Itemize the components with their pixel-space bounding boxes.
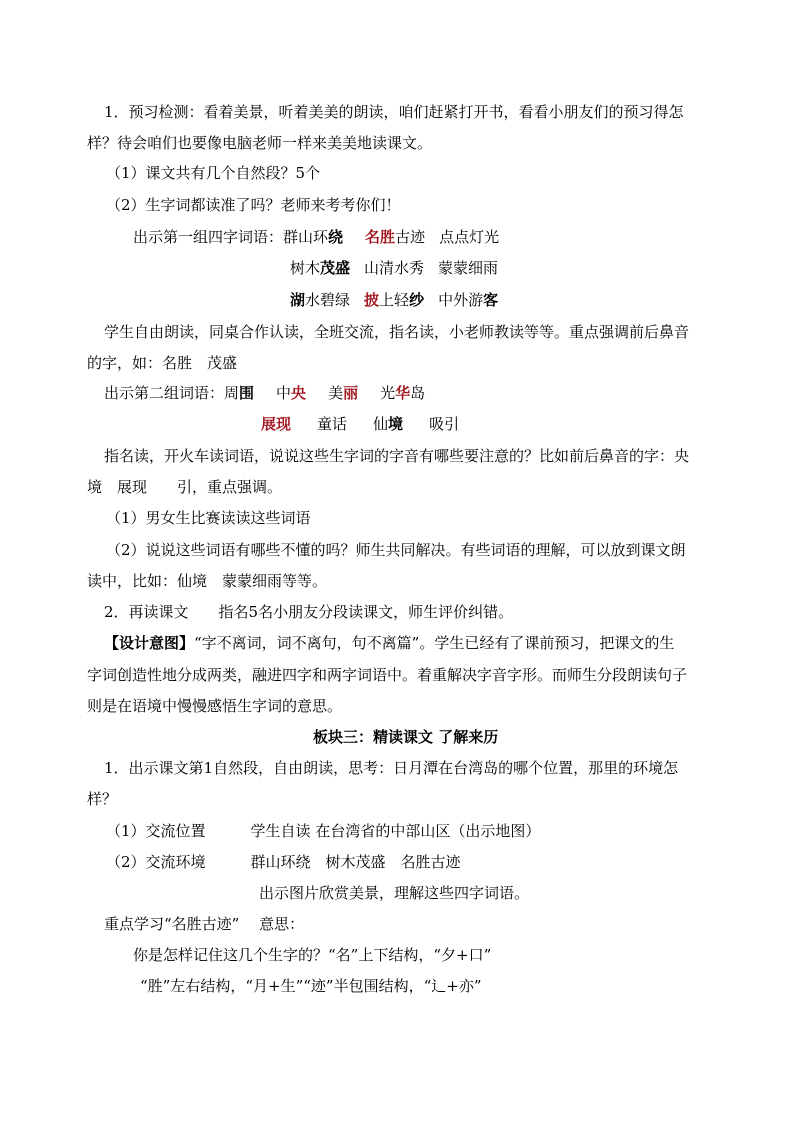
- word-zhongyang-a: 中: [276, 384, 292, 402]
- word-qunshanhuanrao-a: 群山环: [283, 228, 329, 246]
- word-hushuibilu-a: 湖: [290, 291, 306, 309]
- design-intent-line3: 则是在语境中慢慢感悟生字词的意思。: [87, 697, 343, 715]
- task-show-pictures: 出示图片欣赏美景，理解这些四字词语。: [259, 884, 530, 902]
- word-mengmengxiyu: 蒙蒙细雨: [438, 259, 499, 277]
- paragraph-reading-practice-line2: 的字，如：名胜 茂盛: [87, 354, 238, 372]
- paragraph-memory-method: 你是怎样记住这几个生字的？“名”上下结构，“夕+口”: [133, 946, 492, 964]
- paragraph-show-first-section-line2: 样？: [87, 790, 118, 808]
- word-zhongwaiyouke-b: 客: [483, 291, 499, 309]
- word-zhongyang-b: 央: [291, 384, 307, 402]
- question-vocabulary-check: （2）生字词都读准了吗？老师来考考你们！: [106, 196, 401, 214]
- word-tonghua: 童话: [317, 415, 348, 433]
- word-group-2-intro: 出示第二组词语：周: [104, 384, 240, 402]
- word-zhongwaiyouke-a: 中外游: [438, 291, 484, 309]
- word-guanghuadao-b: 华: [395, 384, 411, 402]
- step-discuss-words-line1: （2）说说这些词语有哪些不懂的吗？师生共同解决。有些词语的理解，可以放到课文朗: [106, 541, 686, 559]
- task-discuss-location: （1）交流位置 学生自读 在台湾省的中部山区（出示地图）: [106, 822, 541, 840]
- word-pishangqingsha-c: 纱: [409, 291, 425, 309]
- paragraph-key-study: 重点学习“名胜古迹” 意思：: [104, 915, 305, 933]
- word-qunshanhuanrao-b: 绕: [328, 228, 344, 246]
- word-shanqingshuixiu: 山清水秀: [364, 259, 425, 277]
- word-group-2-row1: [104, 383, 425, 403]
- word-meili-a: 美: [328, 384, 344, 402]
- word-hushuibilu-b: 水碧绿: [305, 291, 351, 309]
- word-pishangqingsha-b: 上轻: [379, 291, 410, 309]
- paragraph-preview-check-line2: 样？待会咱们也要像电脑老师一样来美美地读课文。: [87, 134, 433, 152]
- word-guanghuadao-c: 岛: [410, 384, 426, 402]
- word-xianjing-b: 境: [388, 415, 404, 433]
- question-paragraph-count: （1）课文共有几个自然段？5个: [106, 164, 321, 182]
- word-group-1-row1: [133, 227, 499, 247]
- paragraph-reread-text: 2．再读课文 指名5名小朋友分段读课文，师生评价纠错。: [104, 603, 514, 621]
- word-xianjing-a: 仙: [373, 415, 389, 433]
- design-intent-label: 【设计意图】: [104, 634, 195, 652]
- paragraph-reading-practice-line1: 学生自由朗读，同桌合作认读，全班交流，指名读，小老师教读等等。重点强调前后鼻音: [104, 323, 690, 341]
- word-shumu-a: 树木: [290, 259, 321, 277]
- word-diandiandengguang: 点点灯光: [439, 228, 500, 246]
- word-zhouwei-b: 围: [239, 384, 255, 402]
- word-mingsheng-b: 古迹: [395, 228, 426, 246]
- word-xiyin: 吸引: [429, 415, 460, 433]
- word-zhanxian: 展现: [261, 415, 292, 433]
- paragraph-character-structure: “胜”左右结构，“月+生”“迹”半包围结构，“辶+亦”: [140, 977, 482, 995]
- design-intent-text: “字不离词，词不离句，句不离篇”。学生已经有了课前预习，把课文的生: [194, 634, 675, 652]
- word-group-1-intro: 出示第一组四字词语：: [133, 228, 284, 246]
- task-discuss-environment: （2）交流环境 群山环绕 树木茂盛 名胜古迹: [106, 853, 461, 871]
- word-group-2-row2: [261, 414, 459, 434]
- word-meili-b: 丽: [343, 384, 359, 402]
- word-group-1-row3: [290, 290, 498, 310]
- section-title-block-three: 板块三：精读课文 了解来历: [313, 728, 499, 746]
- paragraph-train-reading-line2: 境 展现 引，重点强调。: [87, 478, 283, 496]
- paragraph-preview-check-line1: 1．预习检测：看着美景，听着美美的朗读，咱们赶紧打开书，看看小朋友们的预习得怎: [104, 103, 684, 121]
- step-discuss-words-line2: 读中，比如：仙境 蒙蒙细雨等等。: [87, 572, 328, 590]
- word-mingsheng-a: 名胜: [365, 228, 396, 246]
- paragraph-train-reading-line1: 指名读，开火车读词语，说说这些生字词的字音有哪些要注意的？比如前后鼻音的字：央: [104, 447, 690, 465]
- word-group-1-row2: [290, 258, 498, 278]
- design-intent-line1: [104, 633, 674, 653]
- word-shumu-b: 茂盛: [320, 259, 351, 277]
- design-intent-line2: 字词创造性地分成两类，融进四字和两字词语中。着重解决字音字形。而师生分段朗读句子: [87, 666, 688, 684]
- word-pishangqingsha-a: 披: [364, 291, 380, 309]
- paragraph-show-first-section-line1: 1．出示课文第1自然段，自由朗读，思考：日月潭在台湾岛的哪个位置，那里的环境怎: [104, 759, 679, 777]
- word-guanghuadao-a: 光: [380, 384, 396, 402]
- step-boys-girls-competition: （1）男女生比赛读读这些词语: [106, 509, 311, 527]
